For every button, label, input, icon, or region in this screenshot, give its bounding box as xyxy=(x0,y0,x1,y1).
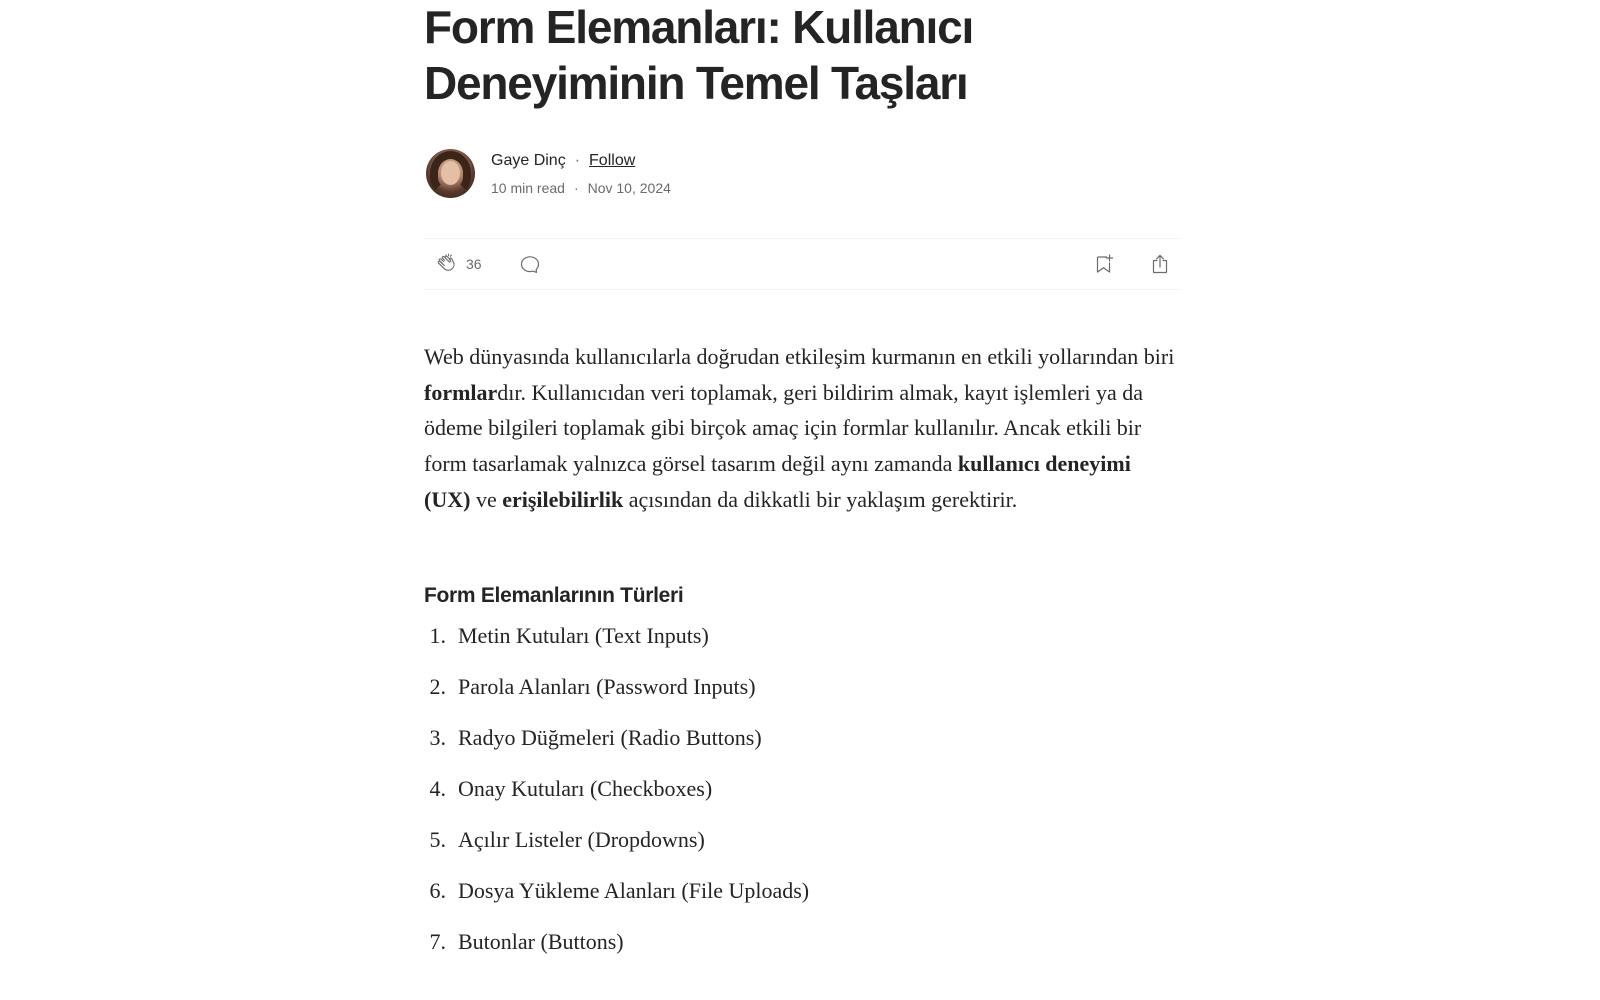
list-item-text: Açılır Listeler (Dropdowns) xyxy=(458,827,705,852)
author-row xyxy=(426,149,671,198)
article-actions-bar xyxy=(424,238,1180,290)
comment-button[interactable] xyxy=(518,239,542,289)
list-item-text: Onay Kutuları (Checkboxes) xyxy=(458,776,713,801)
list-item-number: 6. xyxy=(429,878,446,903)
clap-button[interactable] xyxy=(436,239,482,289)
list-item-number: 4. xyxy=(429,776,446,801)
list-item-number: 5. xyxy=(429,827,446,852)
form-elements-list xyxy=(424,620,809,977)
author-name[interactable]: Gaye Dinç xyxy=(491,151,566,169)
list-item-text: Parola Alanları (Password Inputs) xyxy=(458,674,756,699)
list-item-text: Butonlar (Buttons) xyxy=(458,929,624,954)
author-avatar[interactable] xyxy=(426,149,475,198)
list-item xyxy=(424,620,809,671)
list-item xyxy=(424,926,809,977)
intro-bold-forms: formlar xyxy=(424,379,498,405)
author-line-primary xyxy=(491,150,671,172)
publish-date: Nov 10, 2024 xyxy=(587,179,671,196)
clap-count: 36 xyxy=(466,256,482,272)
author-meta xyxy=(491,150,671,198)
list-item-text: Metin Kutuları (Text Inputs) xyxy=(458,623,709,648)
intro-text-4: açısından da dikkatli bir yaklaşım gerektirir. xyxy=(623,486,1018,512)
intro-text-2: dır. Kullanıcıdan veri toplamak, geri bildirim almak, kayıt işlemleri ya da ödeme bilgileri toplamak gibi birçok amaç için formlar kullanılır. Ancak etkili bir form tasarlamak yalnızca görsel tasarım değil aynı zamanda xyxy=(424,379,1144,477)
follow-link[interactable]: Follow xyxy=(589,151,636,169)
intro-text-1: Web dünyasında kullanıcılarla doğrudan etkileşim kurmanın en etkili yollarından biri xyxy=(424,344,1175,369)
separator-dot: · xyxy=(573,179,579,196)
share-button[interactable] xyxy=(1148,239,1172,289)
list-item xyxy=(424,722,809,773)
section-heading: Form Elemanlarının Türleri xyxy=(424,584,684,607)
article-title: Form Elemanları: Kullanıcı Deneyiminin Temel Taşları xyxy=(424,1,974,109)
intro-bold-ux: kullanıcı deneyimi (UX) xyxy=(424,451,1131,512)
avatar-face xyxy=(441,161,460,185)
save-button[interactable] xyxy=(1092,239,1116,289)
list-item-number: 1. xyxy=(429,623,446,648)
list-item-number: 3. xyxy=(429,725,446,750)
comment-icon[interactable] xyxy=(518,252,542,276)
list-item-text: Dosya Yükleme Alanları (File Uploads) xyxy=(458,878,810,903)
list-item xyxy=(424,773,809,824)
list-item xyxy=(424,824,809,875)
author-line-secondary xyxy=(491,178,671,198)
list-item xyxy=(424,875,809,926)
intro-bold-accessibility: erişilebilirlik xyxy=(502,486,624,512)
list-item xyxy=(424,671,809,722)
read-time: 10 min read xyxy=(491,179,565,196)
intro-text-3: ve xyxy=(470,486,503,512)
share-icon[interactable] xyxy=(1148,252,1172,276)
clap-icon[interactable] xyxy=(436,252,460,276)
list-item-text: Radyo Düğmeleri (Radio Buttons) xyxy=(458,725,762,750)
intro-paragraph xyxy=(424,339,1180,518)
separator-dot: · xyxy=(574,151,581,169)
list-item-number: 2. xyxy=(429,674,446,699)
bookmark-add-icon[interactable] xyxy=(1092,252,1116,276)
list-item-number: 7. xyxy=(429,929,446,954)
